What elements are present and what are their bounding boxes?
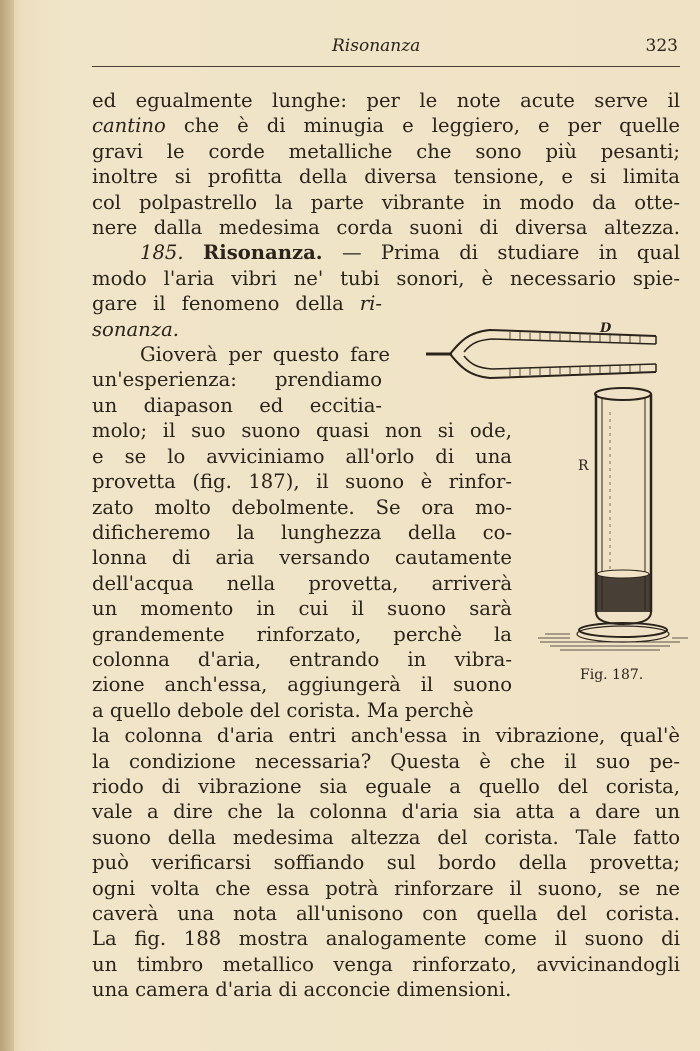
text-line: può verificarsi soffiando sul bordo della provetta; xyxy=(92,851,680,875)
text-line: La fig. 188 mostra analogamente come il suono di xyxy=(92,927,680,951)
text-line xyxy=(92,291,382,316)
section-heading-line xyxy=(92,240,680,265)
text-line: ogni volta che essa potrà rinforzare il suono, se ne xyxy=(92,876,680,900)
text-line: un diapason ed eccitia- xyxy=(92,393,382,417)
text-line: la colonna d'aria entri anch'essa in vibrazione, qual'è xyxy=(92,724,680,748)
text-line: nere dalla medesima corda suoni di diversa altezza. xyxy=(92,216,680,240)
text-line: suono della medesima altezza del corista. Tale fatto xyxy=(92,825,680,849)
text-line: ed egualmente lunghe: per le note acute serve il xyxy=(92,89,680,112)
text-line: e se lo avviciniamo all'orlo di una xyxy=(92,444,512,468)
text-line: sonanza. xyxy=(92,317,180,341)
label-d: D xyxy=(600,321,612,336)
text-line: un'esperienza: prendiamo xyxy=(92,368,382,392)
text-fragment: che è di minugia e leggiero, e per quelle xyxy=(165,114,680,138)
text-line: colonna d'aria, entrando in vibra- xyxy=(92,647,512,671)
text-line: provetta (fig. 187), il suono è rinfor- xyxy=(92,470,512,494)
label-r: R xyxy=(578,458,589,474)
text-line: dificheremo la lunghezza della co- xyxy=(92,520,512,544)
text-line: riodo di vibrazione sia eguale a quello del corista, xyxy=(92,774,680,798)
text-line: caverà una nota all'unisono con quella del corista. xyxy=(92,902,680,925)
text-line: un momento in cui il suono sarà xyxy=(92,597,512,621)
text-line: una camera d'aria di acconcie dimensioni. xyxy=(92,978,512,1002)
text-line: Gioverà per questo fare xyxy=(140,343,390,367)
italic-term: cantino xyxy=(92,114,166,138)
italic-term: ri- xyxy=(359,292,382,316)
text-line xyxy=(92,113,680,138)
section-title: Risonanza. xyxy=(202,241,323,265)
text-line: la condizione necessaria? Questa è che il suo pe- xyxy=(92,749,680,773)
text-line: molo; il suo suono quasi non si ode, xyxy=(92,419,512,443)
section-number: 185. xyxy=(140,241,184,265)
book-spine-shadow xyxy=(0,0,14,1051)
page-header xyxy=(92,36,680,67)
figure-caption: Fig. 187. xyxy=(580,667,644,683)
text-line: gravi le corde metalliche che sono più pesanti; xyxy=(92,139,680,163)
tuning-fork-drawing xyxy=(426,330,656,378)
text-fragment: — Prima di studiare in qual xyxy=(322,241,680,265)
page-number: 323 xyxy=(645,36,678,56)
text-fragment: gare il fenomeno della xyxy=(92,292,360,316)
text-line: lonna di aria versando cautamente xyxy=(92,546,512,570)
running-title: Risonanza xyxy=(332,36,421,56)
text-line: col polpastrello la parte vibrante in modo da otte- xyxy=(92,190,680,214)
text-line: vale a dire che la colonna d'aria sia atta a dare un xyxy=(92,800,680,824)
text-line: grandemente rinforzato, perchè la xyxy=(92,622,512,646)
text-line: inoltre si profitta della diversa tensione, e si limita xyxy=(92,165,680,189)
test-tube-drawing xyxy=(538,388,688,650)
text-line: un timbro metallico venga rinforzato, avvicinandogli xyxy=(92,952,680,976)
text-line: modo l'aria vibri ne' tubi sonori, è necessario spie- xyxy=(92,266,680,290)
figure-187-illustration xyxy=(420,312,690,692)
text-line: a quello debole del corista. Ma perchè xyxy=(92,698,474,722)
text-line: zione anch'essa, aggiungerà il suono xyxy=(92,673,512,697)
text-line: zato molto debolmente. Se ora mo- xyxy=(92,495,512,519)
text-line: dell'acqua nella provetta, arriverà xyxy=(92,571,512,595)
